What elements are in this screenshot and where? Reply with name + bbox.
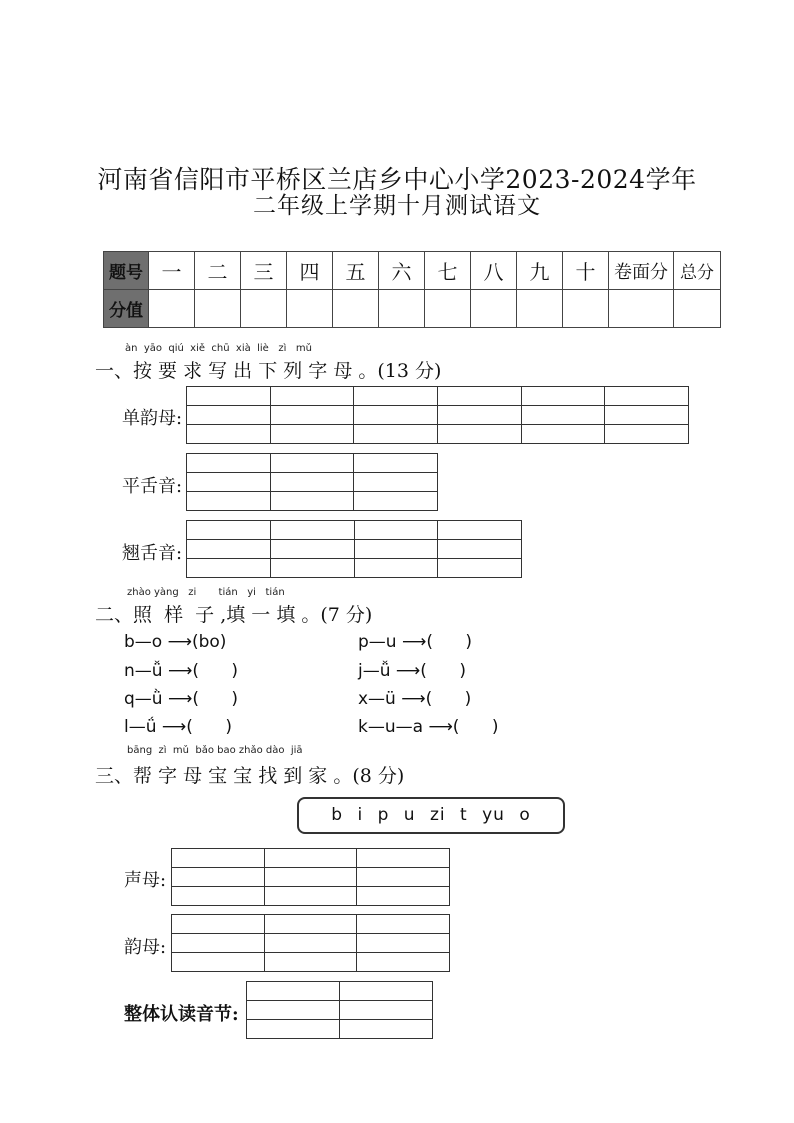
section3-title: 三、帮 字 母 宝 宝 找 到 家 。(8 分) <box>95 765 405 787</box>
section2-pinyin: zhào yàng zi tián yi tián <box>127 587 285 598</box>
writing-grid-initials[interactable] <box>171 848 450 906</box>
writing-grid-single-vowels[interactable] <box>186 386 689 444</box>
score-table-column-header: 总分 <box>674 252 721 290</box>
label-whole-syllables: 整体认读音节: <box>124 1004 239 1025</box>
label-single-vowels: 单韵母: <box>122 408 183 429</box>
score-cell[interactable] <box>471 290 517 328</box>
document-title-line2: 二年级上学期十月测试语文 <box>253 193 541 219</box>
section1-title: 一、按 要 求 写 出 下 列 字 母 。(13 分) <box>95 360 442 382</box>
label-retroflex: 翘舌音: <box>122 543 183 564</box>
score-cell[interactable] <box>333 290 379 328</box>
example-item: b—o ⟶(bo) <box>124 632 227 652</box>
score-table-column-header: 四 <box>287 252 333 290</box>
score-cell[interactable] <box>287 290 333 328</box>
fill-item[interactable]: n—ǚ ⟶( ) <box>124 661 239 681</box>
writing-grid-whole-syllables[interactable] <box>246 981 433 1039</box>
score-table-column-header: 九 <box>517 252 563 290</box>
score-cell[interactable] <box>609 290 674 328</box>
fill-item[interactable]: p—u ⟶( ) <box>358 632 473 652</box>
score-cell[interactable] <box>563 290 609 328</box>
score-table-column-header: 一 <box>149 252 195 290</box>
fill-item[interactable]: l—ǘ ⟶( ) <box>124 717 232 737</box>
score-cell[interactable] <box>517 290 563 328</box>
label-flat-tongue: 平舌音: <box>122 476 183 497</box>
fill-item[interactable]: q—ǜ ⟶( ) <box>124 689 239 709</box>
score-table-row-label: 题号 <box>104 252 149 290</box>
writing-grid-retroflex[interactable] <box>186 520 522 578</box>
section1-pinyin: àn yāo qiú xiě chū xià liè zì mǔ <box>125 343 312 354</box>
score-table-column-header: 二 <box>195 252 241 290</box>
score-table-column-header: 卷面分 <box>609 252 674 290</box>
score-cell[interactable] <box>241 290 287 328</box>
score-table-column-header: 八 <box>471 252 517 290</box>
section2-title: 二、照 样 子 ,填 一 填 。(7 分) <box>95 604 373 626</box>
letters-box: b i p u zi t yu o <box>297 797 565 834</box>
document-title-line1: 河南省信阳市平桥区兰店乡中心小学2023-2024学年 <box>97 165 697 194</box>
score-table-column-header: 三 <box>241 252 287 290</box>
score-table-column-header: 七 <box>425 252 471 290</box>
writing-grid-flat-tongue[interactable] <box>186 453 438 511</box>
section3-pinyin: bāng zì mǔ bǎo bao zhǎo dào jiā <box>127 745 303 756</box>
label-finals: 韵母: <box>124 937 167 958</box>
score-table <box>103 251 721 328</box>
score-cell[interactable] <box>674 290 721 328</box>
fill-item[interactable]: x—ü ⟶( ) <box>358 689 472 709</box>
label-initials: 声母: <box>124 870 167 891</box>
score-cell[interactable] <box>425 290 471 328</box>
score-cell[interactable] <box>149 290 195 328</box>
writing-grid-finals[interactable] <box>171 914 450 972</box>
fill-item[interactable]: j—ǚ ⟶( ) <box>358 661 466 681</box>
score-cell[interactable] <box>379 290 425 328</box>
score-table-column-header: 五 <box>333 252 379 290</box>
score-cell[interactable] <box>195 290 241 328</box>
score-table-column-header: 十 <box>563 252 609 290</box>
score-table-column-header: 六 <box>379 252 425 290</box>
score-table-row-label: 分值 <box>104 290 149 328</box>
fill-item[interactable]: k—u—a ⟶( ) <box>358 717 499 737</box>
